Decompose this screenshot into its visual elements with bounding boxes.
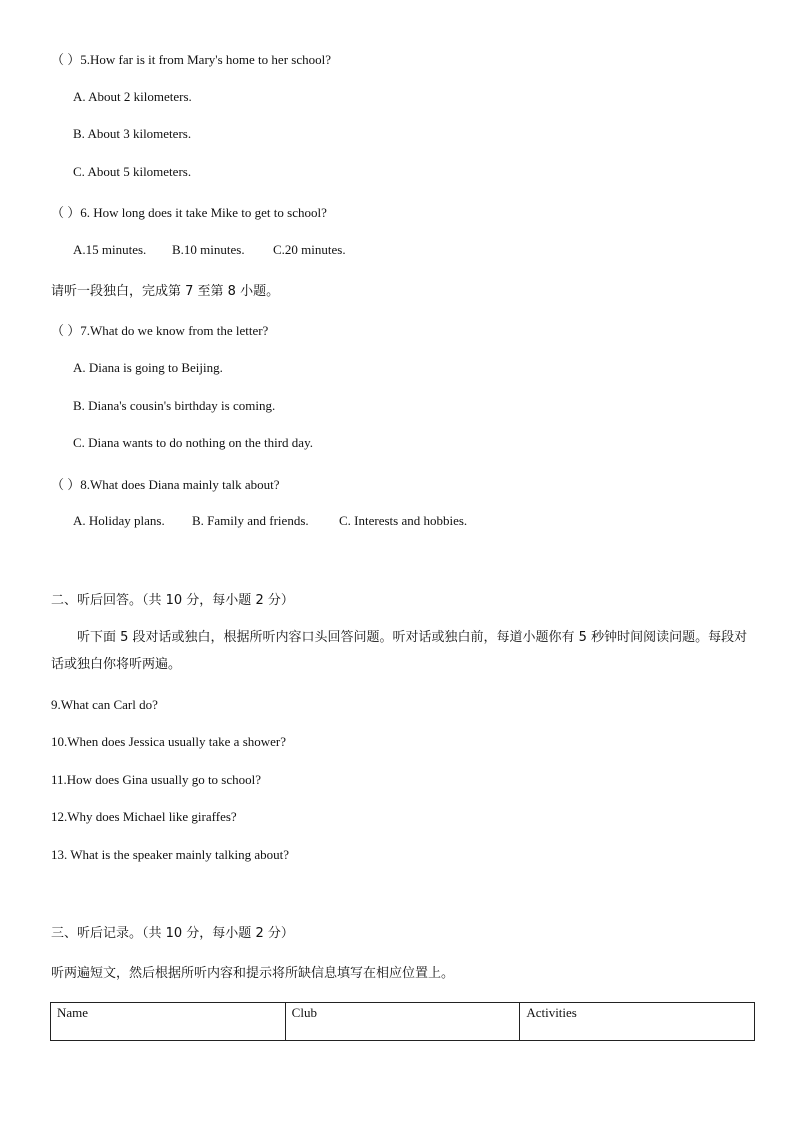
question-6-stem: （ ）6. How long does it take Mike to get to school? <box>51 205 327 220</box>
question-5-option-c: C. About 5 kilometers. <box>73 164 192 179</box>
question-7-option-a: A. Diana is going to Beijing. <box>73 360 223 375</box>
question-8-option-a: A. Holiday plans. <box>73 513 165 528</box>
question-7-stem: （ ）7.What do we know from the letter? <box>51 323 269 338</box>
instruction-7-8: 请听一段独白，完成第 7 至第 8 小题。 <box>51 284 280 299</box>
question-6-options <box>73 242 346 258</box>
question-9: 9.What can Carl do? <box>51 697 158 712</box>
table-header-name: Name <box>51 1003 286 1041</box>
section-2-heading: 二、听后回答。（共 10 分，每小题 2 分） <box>51 593 294 608</box>
question-10: 10.When does Jessica usually take a shower? <box>51 734 287 749</box>
question-13: 13. What is the speaker mainly talking about? <box>51 847 290 862</box>
question-8-option-c: C. Interests and hobbies. <box>339 513 468 528</box>
section-3-instruction: 听两遍短文，然后根据所听内容和提示将所缺信息填写在相应位置上。 <box>51 966 455 981</box>
record-table <box>50 1002 755 1041</box>
table-row <box>51 1003 755 1041</box>
table-header-activities: Activities <box>520 1003 755 1041</box>
question-8-stem: （ ）8.What does Diana mainly talk about? <box>51 477 280 492</box>
question-6-option-c: C.20 minutes. <box>273 242 346 257</box>
section-2-instruction: 听下面 5 段对话或独白，根据所听内容口头回答问题。听对话或独白前，每道小题你有 5 秒钟时间阅读问题。每段对话或独白你将听两遍。 <box>51 630 748 672</box>
question-7-option-c: C. Diana wants to do nothing on the third day. <box>73 435 313 450</box>
question-8-option-b: B. Family and friends. <box>192 513 309 528</box>
question-5-option-b: B. About 3 kilometers. <box>73 126 192 141</box>
question-7-option-b: B. Diana's cousin's birthday is coming. <box>73 398 276 413</box>
question-6-option-b: B.10 minutes. <box>172 242 245 257</box>
question-11: 11.How does Gina usually go to school? <box>51 772 262 787</box>
question-6-option-a: A.15 minutes. <box>73 242 147 257</box>
question-5-stem: （ ）5.How far is it from Mary's home to her school? <box>51 52 331 67</box>
table-header-club: Club <box>285 1003 520 1041</box>
question-12: 12.Why does Michael like giraffes? <box>51 809 237 824</box>
question-5-option-a: A. About 2 kilometers. <box>73 89 192 104</box>
question-8-options <box>73 513 467 529</box>
section-3-heading: 三、听后记录。（共 10 分，每小题 2 分） <box>51 926 294 941</box>
